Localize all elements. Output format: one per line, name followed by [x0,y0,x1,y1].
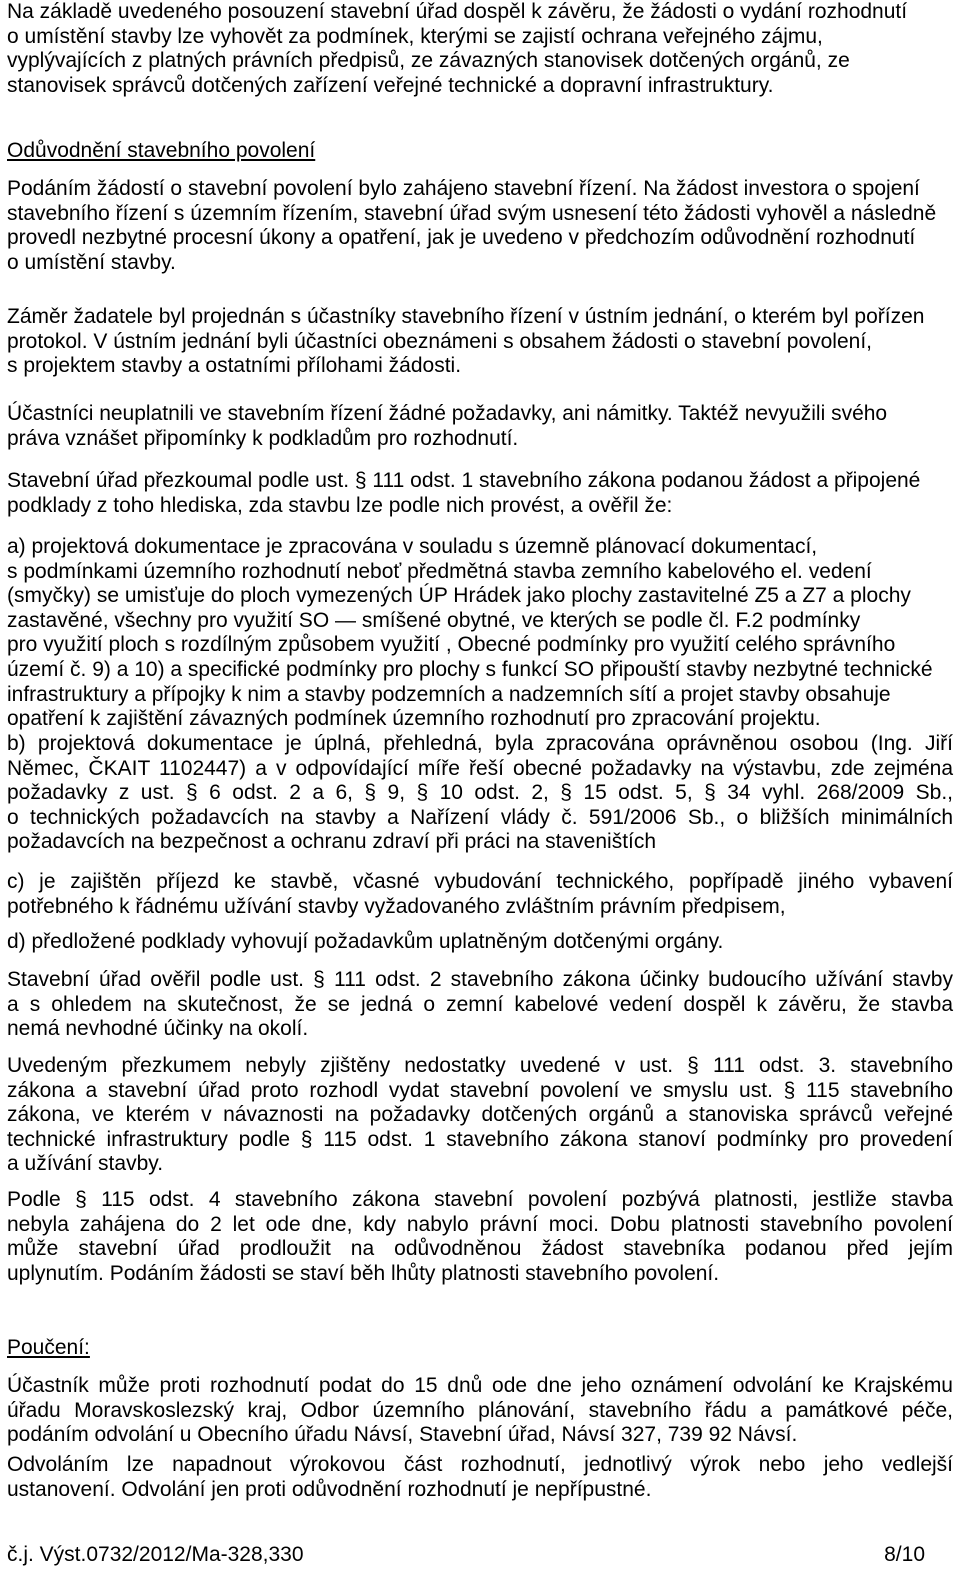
text-line: infrastruktury a přípojky k nim a stavby podzemních a nadzemních sítí a projet stavby obsahuje [7,682,891,706]
text-line: o technických požadavcích na stavby a Nařízení vlády č. 591/2006 Sb., o bližších minimálních [7,805,953,829]
list-item-c [7,870,953,919]
paragraph [7,402,953,451]
text-line: Uvedeným přezkumem nebyly zjištěny nedostatky uvedené v ust. § 111 odst. 3. stavebního [7,1054,953,1077]
text-line: (smyčky) se umisťuje do ploch vymezených ÚP Hrádek jako plochy zastavitelné Z5 a Z7 a plochy [7,584,911,608]
text-line: potřebného k řádnému užívání stavby vyžadovaného zvláštním právním předpisem, [7,894,786,918]
text-line: Podáním žádostí o stavební povolení bylo zahájeno stavební řízení. Na žádost investora o spojení [7,177,920,200]
text-line: s projektem stavby a ostatními přílohami žádosti. [7,354,462,378]
section-heading-instruction: Poučení: [7,1336,90,1359]
text-line: stanovisek správců dotčených zařízení veřejné technické a dopravní infrastruktury. [7,73,774,97]
text-line: zákona, ve kterém v návaznosti na požadavky dotčených orgánů a stanoviska správců veřejné [7,1103,953,1127]
text-line: Účastník může proti rozhodnutí podat do 15 dnů ode dne jeho oznámení odvolání ke Krajskému [7,1374,953,1397]
document-reference: č.j. Výst.0732/2012/Ma-328,330 [7,1543,304,1566]
paragraph [7,1374,953,1448]
text-line: území č. 9) a 10) a specifické podmínky pro plochy s funkcí SO připouští stavby nezbytné technické [7,657,933,681]
text-line: o umístění stavby lze vyhovět za podmínek, kterými se zajistí ochrana veřejného zájmu, [7,24,823,48]
paragraph [7,305,953,379]
list-item-d [7,930,953,955]
text-line: podáním odvolání u Obecního úřadu Návsí, Stavební úřad, Návsí 327, 739 92 Návsí. [7,1423,798,1447]
text-line: vyplývajících z platných právních předpisů, ze závazných stanovisek dotčených orgánů, ze [7,49,850,73]
text-line: Účastníci neuplatnili ve stavebním řízení žádné požadavky, ani námitky. Taktéž nevyužili svého [7,402,888,425]
text-line: a užívání stavby. [7,1152,164,1176]
text-line: uplynutím. Podáním žádosti se staví běh lhůty platnosti stavebního povolení. [7,1261,720,1285]
text-line: nemá nevhodné účinky na okolí. [7,1017,309,1041]
text-line: a) projektová dokumentace je zpracována v souladu s územně plánovací dokumentací, [7,535,818,558]
text-line: práva vznášet připomínky k podkladům pro rozhodnutí. [7,426,519,450]
text-line: požadavcích na bezpečnost a ochranu zdraví při práci na staveništích [7,830,657,854]
paragraph [7,1054,953,1177]
text-line: Na základě uvedeného posouzení stavební úřad dospěl k závěru, že žádosti o vydání rozhodnutí [7,0,908,23]
text-line: provedl nezbytné procesní úkony a opatření, jak je uvedeno v předchozím odůvodnění rozhodnutí [7,226,916,250]
text-line: pro využití ploch s rozdílným způsobem využití , Obecné podmínky pro využití celého správního [7,633,896,657]
paragraph [7,177,953,275]
text-line: úřadu Moravskoslezský kraj, Odbor územního plánování, stavebního řádu a památkové péče, [7,1398,953,1422]
text-line: Záměr žadatele byl projednán s účastníky stavebního řízení v ústním jednání, o kterém byl pořízen [7,305,925,328]
text-line: Odvoláním lze napadnout výrokovou část rozhodnutí, jednotlivý výrok nebo jeho vedlejší [7,1453,953,1476]
text-line: technické infrastruktury podle § 115 odst. 1 stavebního zákona stanoví podmínky pro provedení [7,1127,953,1151]
section-heading-justification: Odůvodnění stavebního povolení [7,139,316,162]
text-line: zastavěné, všechny pro využití SO — smíšené obytné, ve kterých se podle čl. F.2 podmínky [7,608,861,632]
text-line: Stavební úřad přezkoumal podle ust. § 111 odst. 1 stavebního zákona podanou žádost a připojené [7,469,921,492]
text-line: o umístění stavby. [7,250,176,274]
paragraph [7,1188,953,1286]
text-line: s podmínkami územního rozhodnutí neboť předmětná stavba zemního kabelového el. vedení [7,559,872,583]
text-line: zákona a stavební úřad proto rozhodl vydat stavební povolení ve smyslu ust. § 115 stavebního [7,1078,953,1102]
text-line: c) je zajištěn příjezd ke stavbě, včasné vybudování technického, popřípadě jiného vybavení [7,870,953,893]
text-line: Němec, ČKAIT 1102447) a v odpovídající míře řeší obecné požadavky na výstavbu, zde zejména [7,756,953,780]
paragraph [7,469,953,518]
paragraph [7,968,953,1042]
text-line: Stavební úřad ověřil podle ust. § 111 odst. 2 stavebního zákona účinky budoucího užívání stavby [7,968,953,991]
text-line: opatření k zajištění závazných podmínek územního rozhodnutí pro zpracování projektu. [7,707,821,731]
list-item-a [7,535,953,732]
text-line: nebyla zahájena do 2 let ode dne, kdy nabylo právní moci. Dobu platnosti stavebního povolení [7,1212,953,1236]
text-line: d) předložené podklady vyhovují požadavkům uplatněným dotčenými orgány. [7,930,724,953]
text-line: stavebního řízení s územním řízením, stavební úřad svým usnesení této žádosti vyhověl a následně [7,201,937,225]
text-line: a s ohledem na skutečnost, že se jedná o zemní kabelové vedení dospěl k závěru, že stavba [7,992,953,1016]
text-line: může stavební úřad prodloužit na odůvodněnou žádost stavebníka podanou před jejím [7,1237,953,1261]
intro-paragraph [7,0,953,98]
text-line: Podle § 115 odst. 4 stavebního zákona stavební povolení pozbývá platnosti, jestliže stavba [7,1188,953,1211]
text-line: ustanovení. Odvolání jen proti odůvodnění rozhodnutí je nepřípustné. [7,1477,652,1501]
text-line: b) projektová dokumentace je úplná, přehledná, byla zpracována oprávněnou osobou (Ing. Jiří [7,732,953,755]
paragraph [7,1453,953,1502]
text-line: protokol. V ústním jednání byli účastníci obeznámeni s obsahem žádosti o stavební povolení, [7,329,872,353]
text-line: podklady z toho hlediska, zda stavbu lze podle nich provést, a ověřil že: [7,493,673,517]
text-line: požadavky z ust. § 6 odst. 2 a 6, § 9, § 10 odst. 2, § 15 odst. 5, § 34 vyhl. 268/2009 Sb., [7,781,953,805]
page-number: 8/10 [884,1543,925,1566]
list-item-b [7,732,953,855]
